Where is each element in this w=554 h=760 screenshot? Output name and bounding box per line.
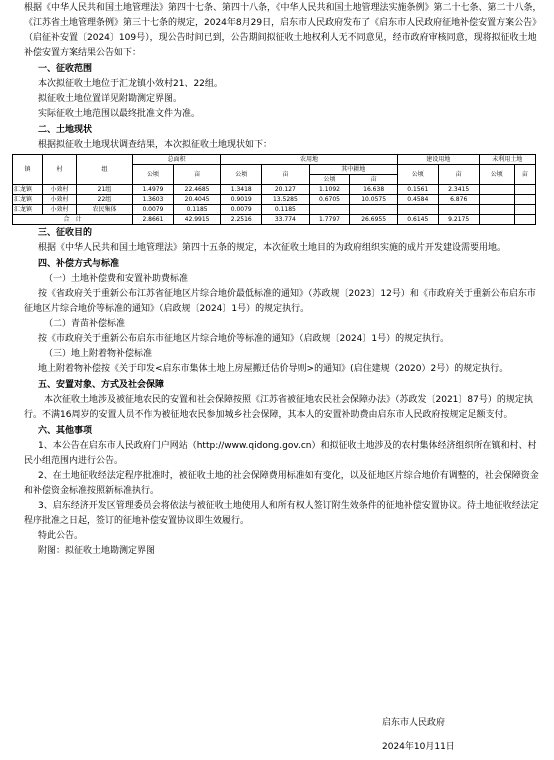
cell (438, 205, 479, 215)
cell: 0.9019 (221, 195, 262, 205)
cell: 22.4685 (173, 185, 220, 195)
signature-date: 2024年10月11日 (382, 742, 455, 752)
cell: 汇龙镇 (13, 195, 43, 205)
cell: 汇龙镇 (13, 185, 43, 195)
table-row (13, 195, 536, 205)
cell: 2.3415 (438, 185, 479, 195)
cell: 0.6705 (309, 195, 350, 205)
closing-text: 特此公告。 (38, 531, 84, 541)
cell: 1.3603 (133, 195, 174, 205)
cell: 0.1185 (173, 205, 220, 215)
cell: 2.8661 (133, 215, 174, 225)
cell: 16.638 (350, 185, 397, 195)
cell (479, 215, 514, 225)
section-1-line-3: 实际征收土地范围以最终批准文件为准。 (38, 109, 201, 119)
cell: 42.9915 (173, 215, 220, 225)
cell (350, 205, 397, 215)
header-farmland: 农用地 (221, 155, 398, 165)
section-3-heading: 三、征收目的 (38, 228, 93, 238)
cell: 1.4979 (133, 185, 174, 195)
cell (479, 185, 514, 195)
cell: 0.1561 (397, 185, 438, 195)
table-row (13, 205, 536, 215)
unit-mu: 亩 (262, 165, 309, 185)
cell: 汇龙镇 (13, 205, 43, 215)
cell: 小效村 (43, 185, 77, 195)
section-4-sub-3-text: 地上附着物补偿按《关于印发<启东市集体土地上房屋搬迁估价导则>的通知》(启住建规（2020）2号）的规定执行。 (38, 364, 509, 374)
section-6-item-3: 3、启东经济开发区管理委员会将依法与被征收土地使用人和所有权人签订附生效条件的征地补偿安置协议。待土地征收经法定程序批准之日起，签订的征地补偿安置协议即生效履行。 (24, 501, 539, 526)
unit-mu: 亩 (350, 175, 397, 185)
appendix-note: 附图：拟征收土地勘测定界图 (38, 546, 156, 556)
section-5-heading: 五、安置对象、方式及社会保障 (38, 380, 165, 390)
header-unused-land: 未利用土地 (479, 155, 535, 165)
cell: 6.876 (438, 195, 479, 205)
cell: 1.3418 (221, 185, 262, 195)
unit-mu: 亩 (173, 165, 220, 185)
header-group: 组 (77, 155, 133, 185)
section-1-heading: 一、征收范围 (38, 64, 93, 74)
signature-org: 启东市人民政府 (382, 718, 446, 728)
cell (514, 185, 535, 195)
section-4-sub-1: （一）土地补偿费和安置补助费标准 (44, 274, 189, 284)
cell: 20.127 (262, 185, 309, 195)
section-4-sub-3: （三）地上附着物补偿标准 (44, 349, 153, 359)
unit-ha: 公顷 (133, 165, 174, 185)
section-6-item-1: 1、本公告在启东市人民政府门户网站（http://www.qidong.gov.cn）和拟征收土地涉及的农村集体经济组织所在镇和村、村民小组范围内进行公告。 (24, 441, 537, 466)
unit-ha: 公顷 (221, 165, 262, 185)
cell: 0.4584 (397, 195, 438, 205)
unit-ha: 公顷 (309, 175, 350, 185)
section-6-item-2: 2、在土地征收经法定程序批准时，被征收土地的社会保障费用标准如有变化，以及征地区片综合地价有调整的，社会保障资金和补偿资金标准按照新标准执行。 (24, 471, 539, 496)
section-3-text: 根据《中华人民共和国土地管理法》第四十五条的规定，本次征收土地目的为政府组织实施的成片开发建设需要用地。 (38, 243, 507, 253)
table-row (13, 185, 536, 195)
section-2-heading: 二、土地现状 (38, 125, 93, 135)
cell: 33.774 (262, 215, 309, 225)
header-village: 村 (43, 155, 77, 185)
header-total-area: 总面积 (133, 155, 221, 165)
cell (514, 195, 535, 205)
cell: 1.1092 (309, 185, 350, 195)
section-1-line-2: 拟征收土地位置详见附勘测定界图。 (38, 94, 183, 104)
header-construction-land: 建设用地 (397, 155, 479, 165)
cell (397, 205, 438, 215)
cell: 小效村 (43, 195, 77, 205)
cell: 0.1185 (262, 205, 309, 215)
cell (514, 205, 535, 215)
section-4-sub-2-text: 按《市政府关于重新公布启东市征地区片综合地价等标准的通知》（启政规〔2024〕1号）的规定执行。 (38, 334, 450, 344)
cell (479, 195, 514, 205)
cell (514, 215, 535, 225)
cell (479, 205, 514, 215)
unit-mu: 亩 (514, 165, 535, 185)
cell: 0.6145 (397, 215, 438, 225)
cell: 22组 (77, 195, 133, 205)
cell (309, 205, 350, 215)
cell: 10.0575 (350, 195, 397, 205)
cell: 21组 (77, 185, 133, 195)
header-town: 镇 (13, 155, 43, 185)
cell: 0.0079 (133, 205, 174, 215)
cell: 26.6955 (350, 215, 397, 225)
unit-ha: 公顷 (397, 165, 438, 185)
section-4-heading: 四、补偿方式与标准 (38, 259, 120, 269)
total-label: 合 计 (13, 215, 133, 225)
cell: 1.7797 (309, 215, 350, 225)
unit-mu: 亩 (438, 165, 479, 185)
section-4-sub-1-text: 按《省政府关于重新公布江苏省征地区片综合地价最低标准的通知》（苏政规〔2023〕12号）和《市政府关于重新公布启东市征地区片综合地价等标准的通知》（启政规〔2024〕1号）的规定执行。 (24, 289, 536, 314)
section-4-sub-2: （二）青苗补偿标准 (44, 319, 126, 329)
section-6-heading: 六、其他事项 (38, 426, 93, 436)
header-arable-subset: 其中耕地 (309, 165, 397, 175)
cell: 2.2516 (221, 215, 262, 225)
intro-paragraph: 根据《中华人民共和国土地管理法》第四十七条、第四十八条，《中华人民共和国土地管理法实施条例》第二十七条、第二十八条，《江苏省土地管理条例》第三十七条的规定，2024年8月29日，启东市人民政府发布了《启东市人民政府征地补偿安置方案公告》（启征补安置〔2024〕109号），现公告时间已到，公告期间拟征收土地权利人无不同意见，经市政府审核同意，现将拟征收土地补偿安置方案结果公告如下： (24, 3, 542, 58)
section-1-line-1: 本次拟征收土地位于汇龙镇小效村21、22组。 (38, 79, 223, 89)
land-status-table (12, 154, 536, 225)
table-total-row (13, 215, 536, 225)
cell: 9.2175 (438, 215, 479, 225)
cell: 13.5285 (262, 195, 309, 205)
cell: 小效村 (43, 205, 77, 215)
cell: 农民集体 (77, 205, 133, 215)
section-5-text: 本次征收土地涉及被征地农民的安置和社会保障按照《江苏省被征地农民社会保障办法》（苏政发〔2021〕87号）的规定执行。不满16周岁的安置人员不作为被征地农民参加城乡社会保障，其本人的安置补助费由启东市人民政府按规定足额支付。 (24, 395, 533, 420)
section-2-intro: 根据拟征收土地现状调查结果，本次拟征收土地现状如下： (38, 140, 273, 150)
cell: 20.4045 (173, 195, 220, 205)
unit-ha: 公顷 (479, 165, 514, 185)
cell: 0.0079 (221, 205, 262, 215)
